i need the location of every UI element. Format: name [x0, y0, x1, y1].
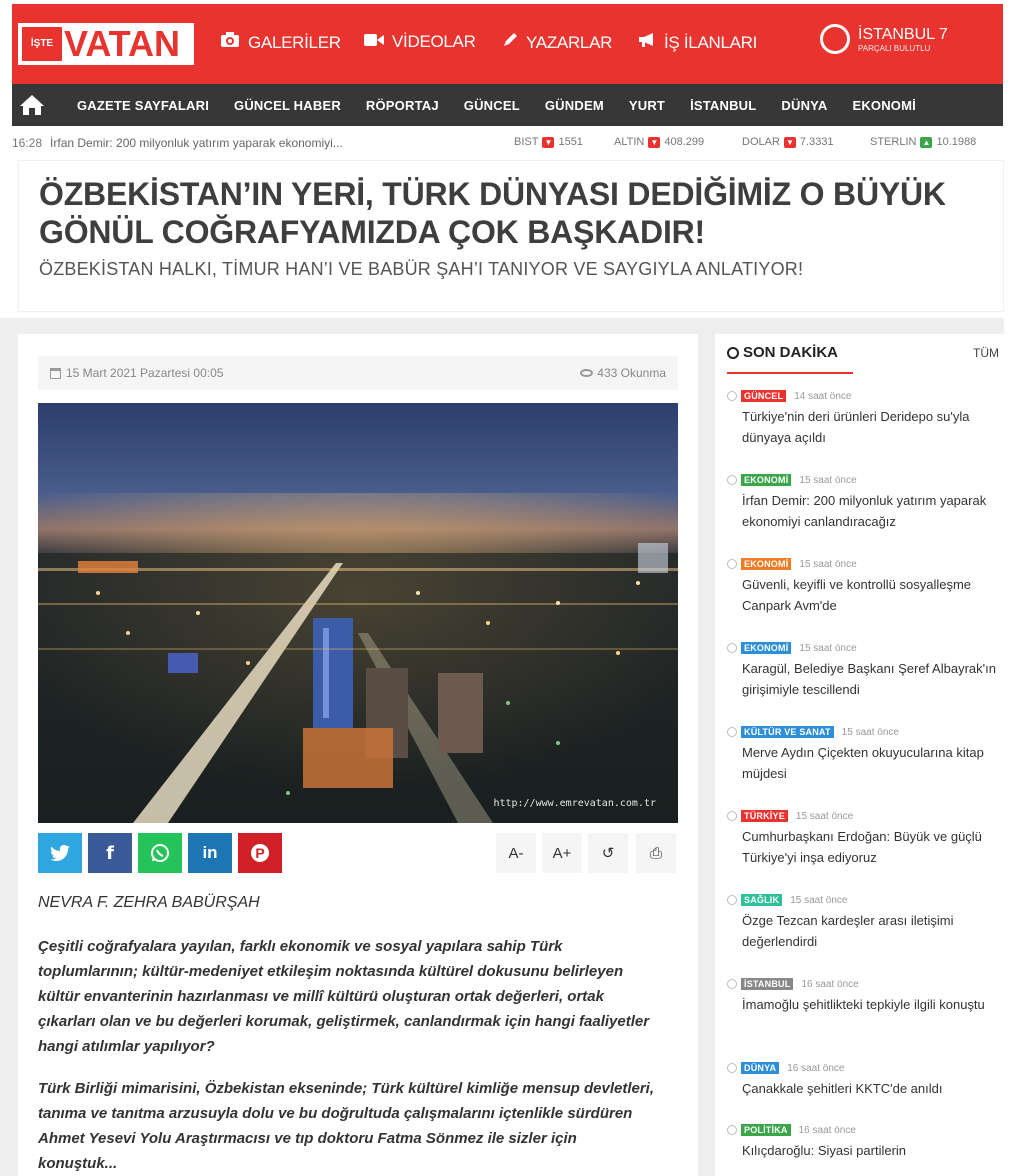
nav-job-ads[interactable] [638, 32, 757, 53]
circle-icon [727, 979, 737, 989]
news-title: Çanakkale şehitleri KKTC'de anıldı [742, 1081, 943, 1096]
circle-icon [727, 559, 737, 569]
article-photo [38, 403, 678, 823]
pinterest-icon [249, 842, 271, 864]
market-value: 408.299 [664, 136, 705, 148]
menu-item-gundem[interactable]: GÜNDEM [544, 97, 604, 113]
market-value: 7.3331 [799, 136, 834, 148]
breaking-news-header [727, 344, 838, 361]
article-subtitle: ÖZBEKİSTAN HALKI, TİMUR HAN’I VE BABÜR ŞAH’I TANIYOR VE SAYGIYLA ANLATIYOR! [39, 259, 804, 279]
category-tag: EKONOMİ [741, 474, 791, 486]
news-title: Kılıçdaroğlu: Siyasi partilerin [742, 1143, 907, 1158]
news-title: Merve Aydın Çiçekten okuyucularına kitap müjdesi [742, 745, 984, 781]
news-title: Güvenli, keyifli ve kontrollü sosyalleşme Canpark Avm'de [742, 577, 972, 613]
news-item[interactable] [727, 1124, 1007, 1161]
news-item[interactable] [727, 474, 1007, 532]
circle-icon [727, 1063, 737, 1073]
news-title: Cumhurbaşkanı Erdoğan: Büyük ve güçlü Türkiye'yi inşa ediyoruz [742, 829, 982, 865]
camera-icon [220, 32, 240, 53]
news-title: Özge Tezcan kardeşler arası iletişimi değerlendirdi [742, 913, 954, 949]
category-tag: POLİTİKA [741, 1124, 791, 1136]
weather-city: İSTANBUL 7 [858, 25, 948, 43]
facebook-share-button[interactable] [88, 833, 132, 873]
category-tag: GÜNCEL [741, 390, 786, 402]
menu-item-guncel-haber[interactable]: GÜNCEL HABER [234, 97, 341, 113]
menu-item-guncel[interactable]: GÜNCEL [463, 97, 520, 113]
menu-item-istanbul[interactable]: İSTANBUL [690, 97, 757, 113]
news-time: 15 saat önce [799, 558, 857, 570]
whatsapp-share-button[interactable] [138, 833, 182, 873]
svg-text:P: P [255, 845, 265, 861]
market-name: DOLAR [742, 136, 780, 148]
news-title: Türkiye'nin deri ürünleri Deridepo su'yla dünyaya açıldı [742, 409, 970, 445]
arrow-down-icon: ▼ [648, 137, 660, 148]
news-time: 14 saat önce [794, 390, 852, 402]
whatsapp-icon [149, 842, 171, 864]
category-tag: SAĞLIK [741, 894, 782, 906]
weather-desc: PARÇALI BULUTLU [858, 43, 931, 53]
news-title: İrfan Demir: 200 milyonluk yatırım yaparak ekonomiyi canlandıracağız [742, 493, 987, 529]
linkedin-share-button[interactable] [188, 833, 232, 873]
nav-galleries[interactable] [220, 32, 341, 53]
market-name: ALTIN [614, 136, 645, 148]
news-time: 15 saat önce [799, 642, 857, 654]
nav-job-ads-label: İŞ İLANLARI [664, 32, 758, 52]
nav-galleries-label: GALERİLER [248, 32, 341, 52]
market-altin[interactable] [614, 136, 704, 148]
weather-widget[interactable] [820, 24, 948, 54]
article-paragraph: Türk Birliği mimarisini, Özbekistan ekseninde; Türk kültürel kimliğe mensup devletleri, tanıma ve tanıtma arzusuyla dolu ve bu doğrultuda çalışmalarını içtenlikle sürdüren Ahmet Yesevi Yolu Araştırmacısı ve tıp doktoru Fatma Sönmez ile sizler için konuştuk... [38, 1080, 655, 1172]
category-tag: İSTANBUL [741, 978, 793, 990]
article-title: ÖZBEKİSTAN’IN YERİ, TÜRK DÜNYASI DEDİĞİMİZ O BÜYÜK GÖNÜL COĞRAFYAMIZDA ÇOK BAŞKADIR! [39, 176, 946, 250]
news-time: 16 saat önce [798, 1124, 856, 1136]
circle-icon [727, 811, 737, 821]
facebook-icon: f [106, 842, 114, 864]
news-time: 16 saat önce [801, 978, 859, 990]
news-item[interactable] [727, 894, 1007, 952]
article-date: 15 Mart 2021 Pazartesi 00:05 [66, 366, 224, 380]
megaphone-icon [638, 32, 656, 53]
news-time: 15 saat önce [790, 894, 848, 906]
print-button[interactable]: ⎙ [636, 833, 676, 873]
menu-item-gazete-sayfalari[interactable]: GAZETE SAYFALARI [77, 97, 210, 113]
header-underline [727, 372, 853, 374]
news-title: Karagül, Belediye Başkanı Şeref Albayrak'ın girişimiyle tescillendi [742, 661, 996, 697]
menu-item-yurt[interactable]: YURT [628, 97, 666, 113]
nav-writers[interactable] [502, 32, 612, 53]
market-dolar[interactable] [742, 136, 834, 148]
refresh-button[interactable]: ↺ [588, 833, 628, 873]
news-title: İmamoğlu şehitlikteki tepkiyle ilgili konuştu [742, 997, 985, 1012]
news-item[interactable] [727, 1062, 1007, 1099]
market-name: STERLIN [870, 136, 917, 148]
city-night-image [38, 403, 678, 823]
breaking-news-sidebar [715, 334, 1004, 1176]
market-name: BIST [514, 136, 539, 148]
menu-item-roportaj[interactable]: RÖPORTAJ [365, 97, 439, 113]
news-item[interactable] [727, 978, 1007, 1015]
news-item[interactable] [727, 726, 1007, 784]
arrow-down-icon: ▼ [542, 137, 554, 148]
twitter-icon [50, 845, 70, 861]
article-body [18, 334, 698, 1176]
photo-watermark: http://www.emrevatan.com.tr [493, 798, 656, 809]
news-item[interactable] [727, 558, 1007, 616]
logo-text: VATAN [64, 23, 180, 64]
news-item[interactable] [727, 810, 1007, 868]
article-headline-panel [18, 160, 1004, 312]
category-tag: KÜLTÜR VE SANAT [741, 726, 834, 738]
weather-icon [820, 24, 850, 54]
market-value: 10.1988 [936, 136, 977, 148]
arrow-down-icon: ▼ [784, 137, 796, 148]
pinterest-share-button[interactable] [238, 833, 282, 873]
news-ticker [12, 130, 1003, 156]
breaking-news-title: SON DAKİKA [743, 344, 839, 361]
category-tag: EKONOMİ [741, 558, 791, 570]
pen-icon [502, 32, 518, 53]
news-time: 15 saat önce [799, 474, 857, 486]
ticker-time: 16:28 [12, 136, 43, 150]
top-header [12, 4, 1003, 84]
market-value: 1551 [558, 136, 583, 148]
clock-icon [727, 347, 739, 359]
home-icon[interactable] [12, 84, 52, 126]
article-author: NEVRA F. ZEHRA BABÜRŞAH [38, 894, 260, 911]
market-sterlin[interactable] [870, 136, 976, 148]
circle-icon [727, 1125, 737, 1135]
news-item[interactable] [727, 390, 1007, 448]
circle-icon [727, 475, 737, 485]
menu-item-ekonomi[interactable]: EKONOMİ [852, 97, 916, 113]
logo-mark: İŞTE [22, 27, 62, 61]
video-icon [364, 32, 384, 52]
news-item[interactable] [727, 642, 1007, 700]
eye-icon [580, 369, 593, 377]
nav-videos-label: VİDEOLAR [392, 32, 476, 51]
news-time: 16 saat önce [787, 1062, 845, 1074]
font-decrease-button[interactable]: A- [496, 833, 536, 873]
menu-item-dunya[interactable]: DÜNYA [781, 97, 828, 113]
all-news-link[interactable]: TÜM [973, 346, 999, 360]
article-reads: 433 Okunma [597, 366, 666, 380]
circle-icon [727, 727, 737, 737]
category-tag: DÜNYA [741, 1062, 779, 1074]
article-paragraph: Çeşitli coğrafyalara yayılan, farklı ekonomik ve sosyal yapılara sahip Türk toplumlarının; kültür-medeniyet etkileşim noktasında kültürel dokusunu belirleyen kültür envanterinin hazırlanması ve millî kültürü oluşturan ortak değerleri, ortak çıkarları olan ve bu değerleri korumak, geliştirmek, canlandırmak için hangi faaliyetler hangi atılımlar yapılıyor? [38, 938, 650, 1055]
category-tag: EKONOMİ [741, 642, 791, 654]
circle-icon [727, 895, 737, 905]
font-increase-button[interactable]: A+ [542, 833, 582, 873]
news-time: 15 saat önce [841, 726, 899, 738]
market-bist[interactable] [514, 136, 583, 148]
twitter-share-button[interactable] [38, 833, 82, 873]
calendar-icon [50, 368, 61, 379]
nav-videos[interactable] [364, 32, 476, 52]
category-tag: TÜRKİYE [741, 810, 788, 822]
arrow-up-icon: ▲ [920, 137, 932, 148]
circle-icon [727, 391, 737, 401]
article-meta [38, 356, 678, 390]
ticker-headline[interactable]: İrfan Demir: 200 milyonluk yatırım yaparak ekonomiyi... [50, 136, 343, 150]
circle-icon [727, 643, 737, 653]
category-nav [12, 84, 1003, 126]
nav-writers-label: YAZARLAR [526, 32, 613, 52]
vatan-logo[interactable] [18, 23, 194, 65]
linkedin-icon: in [202, 843, 218, 862]
news-time: 15 saat önce [795, 810, 854, 822]
